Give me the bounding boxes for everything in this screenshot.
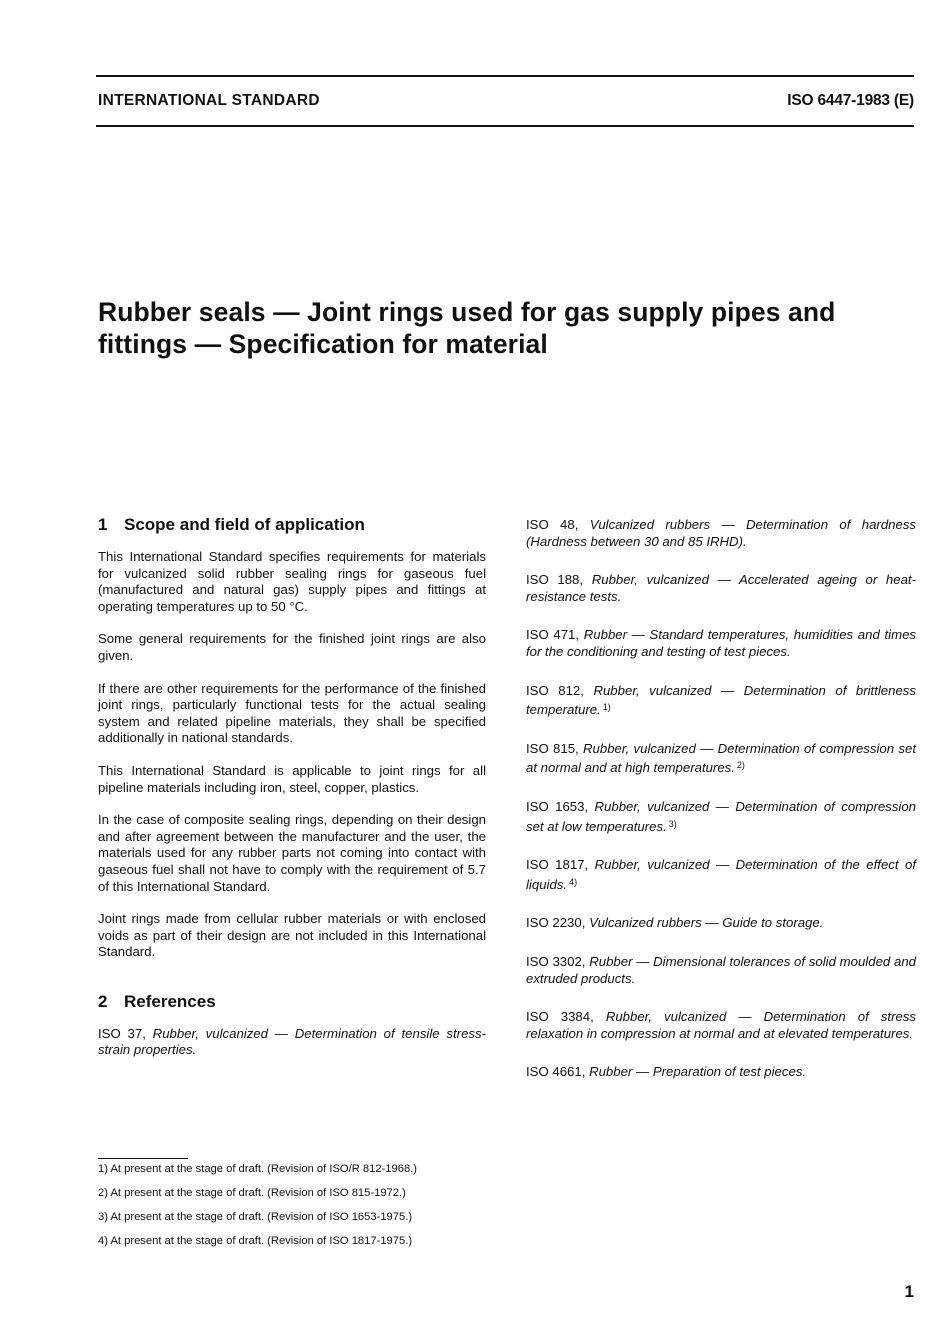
reference-item	[98, 1026, 486, 1059]
section-1-paragraph: This International Standard specifies requirements for materials for vulcanized solid rubber sealing rings for gaseous fuel (manufactured and natural gas) supply pipes and fittings at operating temperatures up to 50 °C.	[98, 549, 486, 614]
page-number: 1	[904, 1282, 914, 1301]
reference-item	[526, 799, 916, 835]
footnote-item: 3) At present at the stage of draft. (Revision of ISO 1653-1975.)	[98, 1211, 413, 1223]
document-title	[98, 296, 928, 360]
footnotes	[98, 1162, 518, 1258]
reference-code: ISO 1653,	[526, 798, 589, 814]
header-document-number: ISO 6447-1983 (E)	[787, 92, 914, 109]
reference-title: Rubber, vulcanized — Accelerated ageing or heat-resistance tests.	[526, 572, 916, 604]
footnote-item: 1) At present at the stage of draft. (Revision of ISO/R 812-1968.)	[98, 1163, 418, 1175]
reference-title: Rubber, vulcanized — Determination of the effect of liquids.	[526, 857, 916, 892]
reference-code: ISO 3302,	[526, 953, 586, 969]
reference-item	[526, 1064, 916, 1081]
reference-item	[526, 572, 916, 605]
title-line-2: fittings — Specification for material	[98, 329, 548, 359]
section-1-title: Scope and field of application	[124, 515, 365, 534]
reference-title: Rubber, vulcanized — Determination of compression set at normal and at high temperatures.	[526, 740, 916, 776]
header-standard-label: INTERNATIONAL STANDARD	[98, 92, 320, 109]
section-1-paragraph: If there are other requirements for the performance of the finished joint rings, particularly functional tests for the actual sealing system and related pipeline materials, they shall be specified additionally in national standards.	[98, 680, 486, 746]
section-1-paragraph: Joint rings made from cellular rubber materials or with enclosed voids as part of their design are not included in this International Standard.	[98, 911, 486, 960]
reference-item	[526, 627, 916, 660]
reference-code: ISO 1817,	[526, 857, 589, 873]
reference-item	[526, 741, 916, 777]
reference-item	[526, 915, 916, 932]
footnote-marker: 2)	[736, 760, 745, 771]
footnote-marker: 4)	[569, 876, 578, 887]
reference-code: ISO 3384,	[526, 1009, 594, 1025]
section-2-heading	[98, 991, 486, 1013]
title-line-1: Rubber seals — Joint rings used for gas supply pipes and	[98, 297, 836, 327]
reference-title: Rubber, vulcanized — Determination of stress relaxation in compression at normal and at elevated temperatures.	[526, 1009, 916, 1041]
reference-code: ISO 815,	[526, 740, 579, 756]
reference-item	[526, 1009, 916, 1042]
reference-item	[526, 683, 916, 719]
reference-code: ISO 812,	[526, 682, 584, 698]
footnote-separator	[98, 1158, 188, 1159]
section-1-paragraph: This International Standard is applicable to joint rings for all pipeline materials including iron, steel, copper, plastics.	[98, 762, 486, 795]
reference-title: Rubber — Dimensional tolerances of solid moulded and extruded products.	[526, 953, 916, 986]
left-column	[98, 514, 486, 1081]
section-2-title: References	[124, 991, 216, 1011]
reference-title: Rubber, vulcanized — Determination of compression set at low temperatures.	[526, 798, 916, 834]
footnote-item: 4) At present at the stage of draft. (Revision of ISO 1817-1975.)	[98, 1235, 413, 1247]
reference-item	[526, 857, 916, 893]
reference-code: ISO 471,	[526, 627, 580, 643]
reference-title: Rubber — Preparation of test pieces.	[589, 1064, 807, 1080]
reference-code: ISO 37,	[98, 1025, 146, 1041]
section-1-paragraph: In the case of composite sealing rings, depending on their design and after agreement between the manufacturer and the user, the materials used for any rubber parts not coming into contact with gaseous fuel shall not have to comply with the requirement of 5.7 of this International Standard.	[98, 812, 486, 894]
section-1-paragraph: Some general requirements for the finished joint rings are also given.	[98, 631, 486, 663]
footnote-marker: 1)	[602, 702, 611, 713]
reference-item	[526, 954, 916, 987]
reference-title: Rubber, vulcanized — Determination of brittleness temperature.	[526, 682, 916, 718]
footnote-item: 2) At present at the stage of draft. (Revision of ISO 815-1972.)	[98, 1187, 406, 1199]
reference-title: Rubber, vulcanized — Determination of tensile stress-strain properties.	[98, 1025, 486, 1058]
section-1-number: 1	[98, 515, 108, 534]
footnote-marker: 3)	[668, 818, 677, 829]
right-column	[526, 517, 916, 1103]
section-1-heading	[98, 514, 486, 536]
reference-title: Vulcanized rubbers — Determination of hardness (Hardness between 30 and 85 IRHD).	[526, 517, 917, 549]
reference-title: Vulcanized rubbers — Guide to storage.	[589, 915, 824, 931]
header-bottom-rule	[96, 125, 914, 127]
reference-code: ISO 188,	[526, 572, 584, 588]
reference-item	[526, 517, 916, 550]
reference-code: ISO 2230,	[526, 915, 586, 931]
reference-code: ISO 48,	[526, 517, 579, 532]
reference-code: ISO 4661,	[526, 1064, 586, 1080]
section-2-number: 2	[98, 991, 108, 1011]
header-top-rule	[96, 75, 914, 77]
reference-title: Rubber — Standard temperatures, humidities and times for the conditioning and testing of test pieces.	[526, 627, 916, 659]
